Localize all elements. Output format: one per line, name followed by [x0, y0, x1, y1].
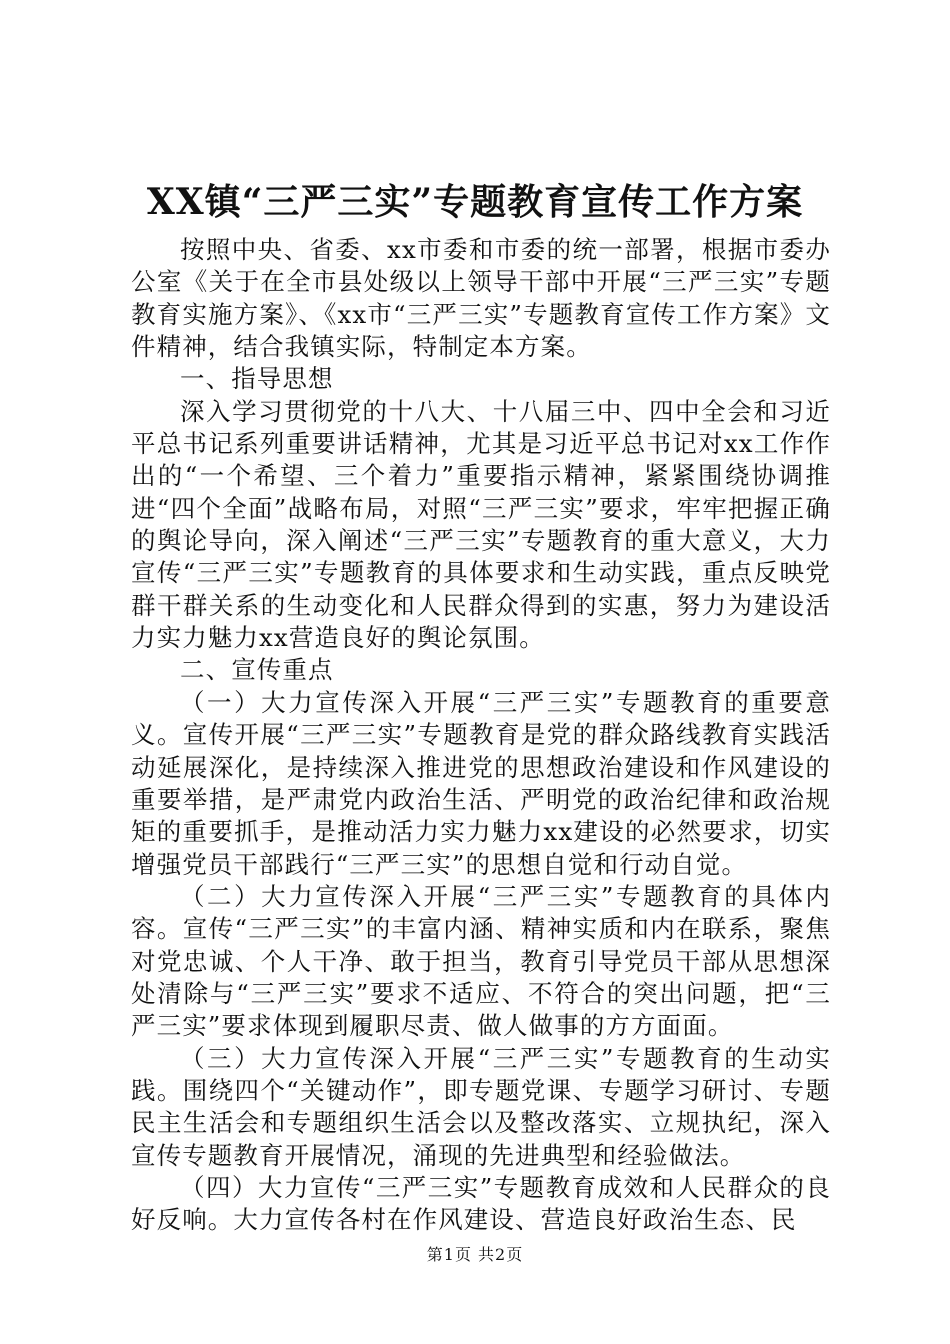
document-title: XX镇“三严三实”专题教育宣传工作方案 — [146, 181, 804, 223]
section-heading-guiding-ideology: 一、指导思想 — [180, 364, 334, 394]
intro-paragraph: 按照中央、省委、xx市委和市委的统一部署，根据市委办公室《关于在全市县处级以上领导干部中开展“三严三实”专题教育实施方案》、《xx市“三严三实”专题教育宣传工作方案》文件精神，结合我镇实际，特制定本方案。 — [131, 235, 831, 362]
focus-item-2-paragraph: （二）大力宣传深入开展“三严三实”专题教育的具体内容。宣传“三严三实”的丰富内涵、精神实质和内在联系，聚焦对党忠诚、个人干净、敢于担当，教育引导党员干部从思想深处清除与“三严三实”要求不适应、不符合的突出问题，把“三严三实”要求体现到履职尽责、做人做事的方方面面。 — [131, 881, 831, 1041]
guiding-ideology-paragraph: 深入学习贯彻党的十八大、十八届三中、四中全会和习近平总书记系列重要讲话精神，尤其是习近平总书记对xx工作作出的“一个希望、三个着力”重要指示精神，紧紧围绕协调推进“四个全面”战略布局，对照“三严三实”要求，牢牢把握正确的舆论导向，深入阐述“三严三实”专题教育的重大意义，大力宣传“三严三实”专题教育的具体要求和生动实践，重点反映党群干群关系的生动变化和人民群众得到的实惠，努力为建设活力实力魅力xx营造良好的舆论氛围。 — [131, 396, 831, 653]
page-number-footer: 第1页 共2页 — [426, 1245, 524, 1264]
focus-item-1-paragraph: （一）大力宣传深入开展“三严三实”专题教育的重要意义。宣传开展“三严三实”专题教育是党的群众路线教育实践活动延展深化，是持续深入推进党的思想政治建设和作风建设的重要举措，是严肃党内政治生活、严明党的政治纪律和政治规矩的重要抓手，是推动活力实力魅力xx建设的必然要求，切实增强党员干部践行“三严三实”的思想自觉和行动自觉。 — [131, 687, 831, 879]
focus-item-4-paragraph: （四）大力宣传“三严三实”专题教育成效和人民群众的良好反响。大力宣传各村在作风建设、营造良好政治生态、民 — [131, 1172, 831, 1235]
focus-item-3-paragraph: （三）大力宣传深入开展“三严三实”专题教育的生动实践。围绕四个“关键动作”，即专题党课、专题学习研讨、专题民主生活会和专题组织生活会以及整改落实、立规执纪，深入宣传专题教育开展情况，涌现的先进典型和经验做法。 — [131, 1043, 831, 1170]
section-heading-publicity-focus: 二、宣传重点 — [180, 655, 334, 685]
document-body — [131, 234, 831, 1237]
